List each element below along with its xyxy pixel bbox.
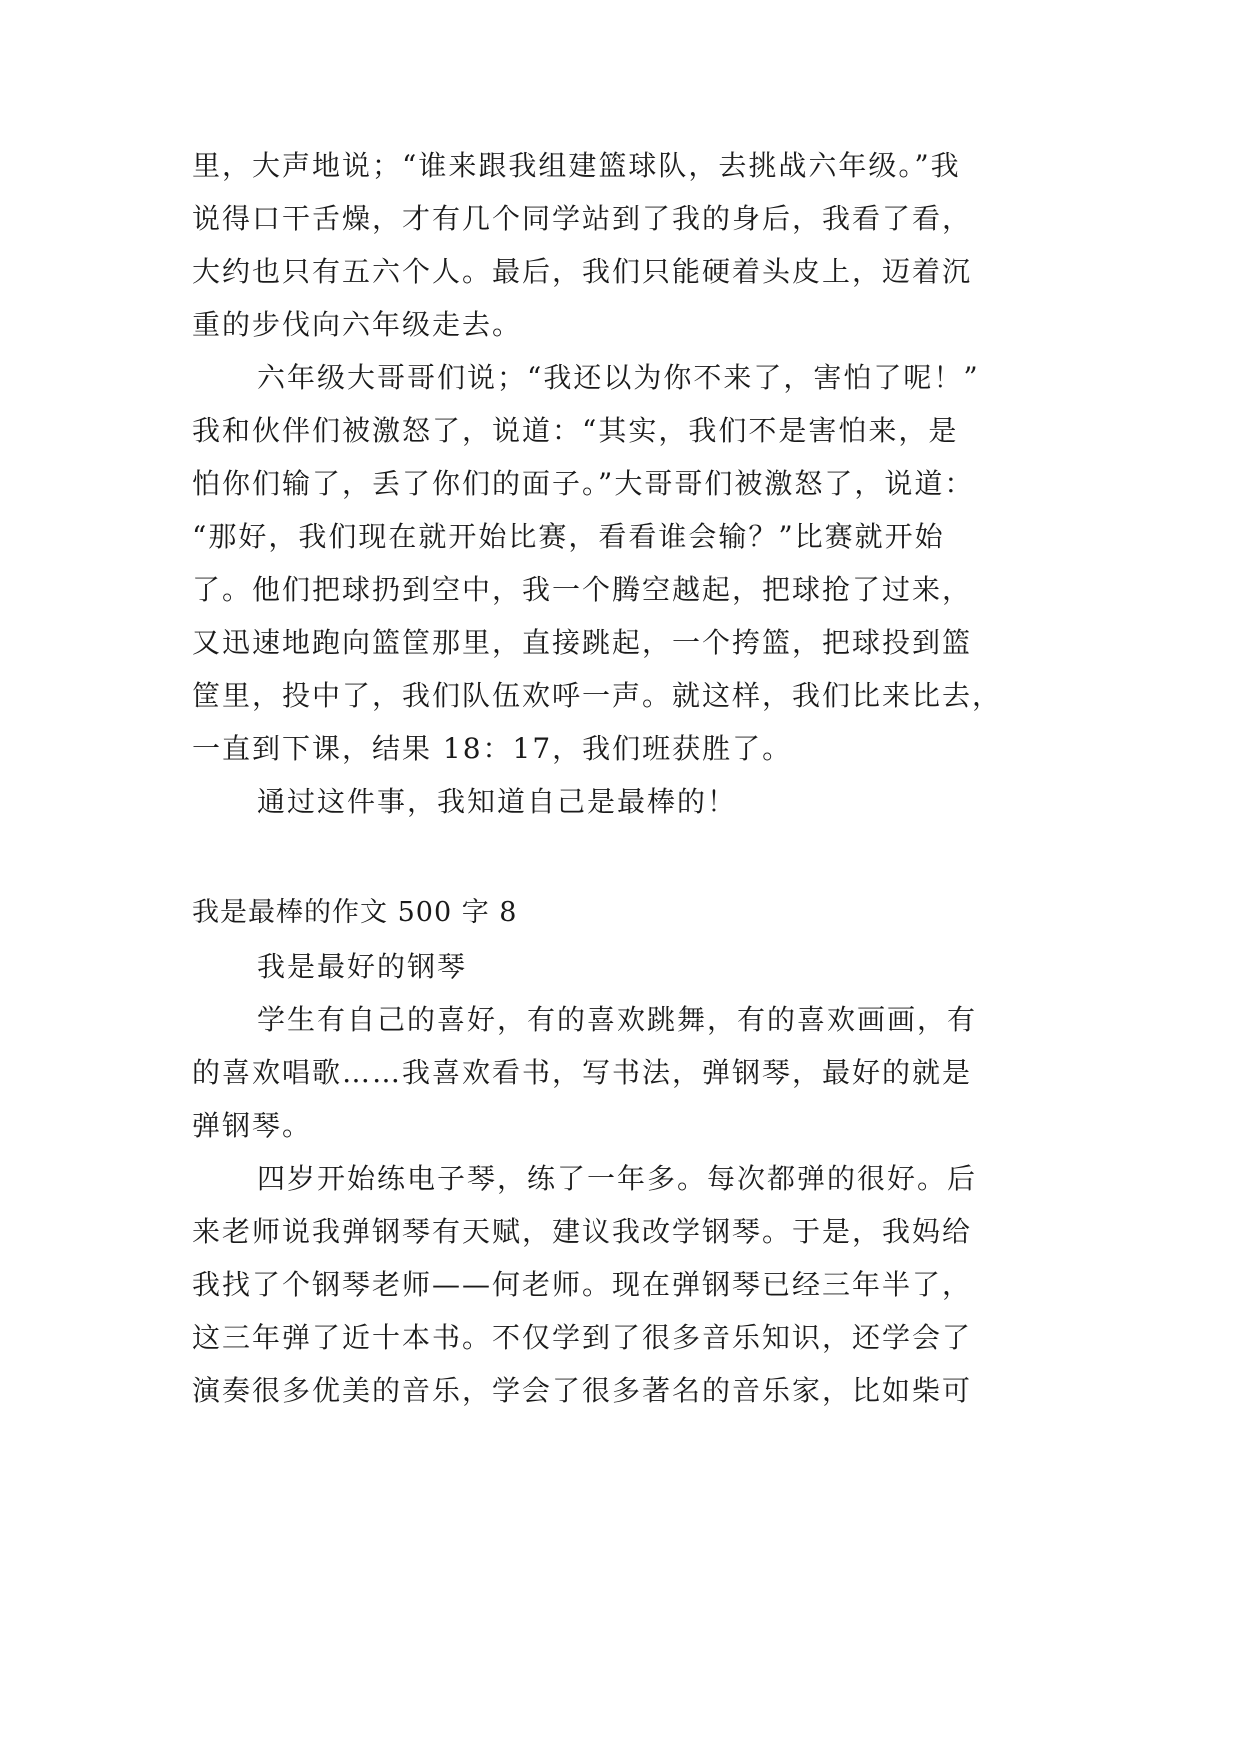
section-heading: 我是最棒的作文 500 字 8 — [192, 897, 518, 928]
text-line: 学生有自己的喜好，有的喜欢跳舞，有的喜欢画画，有 — [257, 1003, 978, 1036]
text-line: 里，大声地说；“谁来跟我组建篮球队，去挑战六年级。”我 — [192, 149, 961, 182]
text-line: 我找了个钢琴老师——何老师。现在弹钢琴已经三年半了， — [192, 1268, 973, 1301]
text-line: 我和伙伴们被激怒了，说道：“其实，我们不是害怕来，是 — [192, 414, 959, 447]
text-line: “那好，我们现在就开始比赛，看看谁会输？”比赛就开始 — [192, 520, 945, 553]
essay-title: 我是最好的钢琴 — [257, 950, 468, 983]
text-line: 又迅速地跑向篮筐那里，直接跳起，一个挎篮，把球投到篮 — [192, 626, 973, 659]
text-line: 通过这件事，我知道自己是最棒的！ — [257, 785, 738, 818]
text-line: 六年级大哥哥们说；“我还以为你不来了，害怕了呢！” — [257, 361, 980, 394]
text-line: 筐里，投中了，我们队伍欢呼一声。就这样，我们比来比去， — [192, 679, 1003, 712]
text-line: 的喜欢唱歌……我喜欢看书，写书法，弹钢琴，最好的就是 — [192, 1056, 973, 1089]
text-line: 这三年弹了近十本书。不仅学到了很多音乐知识，还学会了 — [192, 1321, 973, 1354]
text-line: 弹钢琴。 — [192, 1109, 313, 1142]
text-line: 了。他们把球扔到空中，我一个腾空越起，把球抢了过来， — [192, 573, 973, 606]
text-line: 演奏很多优美的音乐，学会了很多著名的音乐家，比如柴可 — [192, 1374, 973, 1407]
text-line: 重的步伐向六年级走去。 — [192, 308, 523, 341]
text-line: 一直到下课，结果 18：17，我们班获胜了。 — [192, 732, 793, 765]
text-line: 四岁开始练电子琴，练了一年多。每次都弹的很好。后 — [257, 1162, 978, 1195]
text-line: 大约也只有五六个人。最后，我们只能硬着头皮上，迈着沉 — [192, 255, 973, 288]
text-line: 来老师说我弹钢琴有天赋，建议我改学钢琴。于是，我妈给 — [192, 1215, 973, 1248]
text-line: 怕你们输了，丢了你们的面子。”大哥哥们被激怒了，说道： — [192, 467, 975, 500]
text-line: 说得口干舌燥，才有几个同学站到了我的身后，我看了看， — [192, 202, 973, 235]
